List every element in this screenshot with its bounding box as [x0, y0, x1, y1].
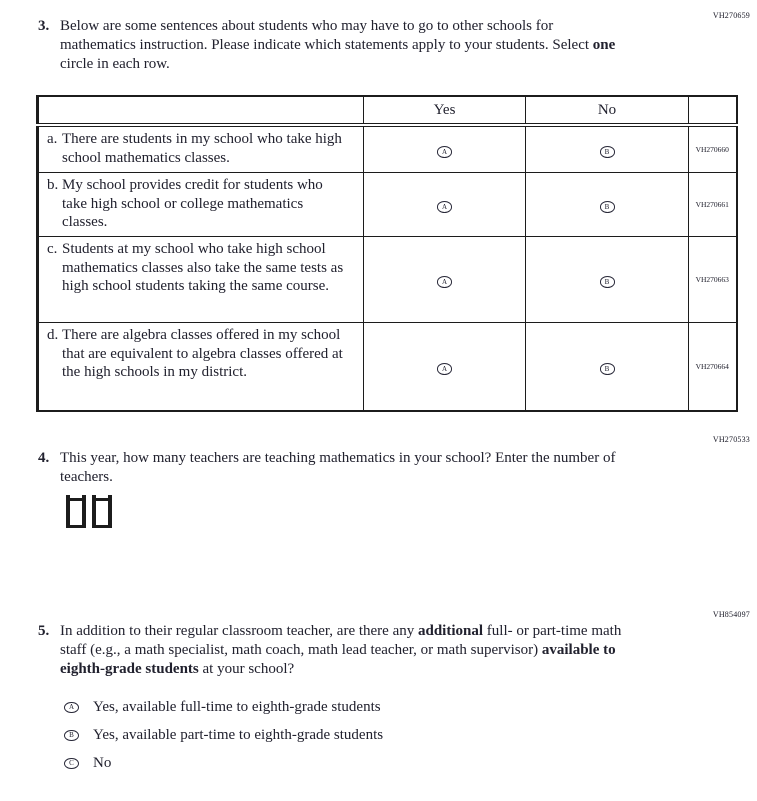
- q5-option-a: [64, 698, 383, 717]
- no-column-header: No: [526, 96, 689, 125]
- q3-table-header-row: [38, 96, 737, 125]
- question-4-number: 4.: [38, 450, 50, 466]
- q3a-statement-text: There are students in my school who take high school mathematics classes.: [62, 131, 342, 166]
- q5-options-list: [64, 698, 383, 782]
- q3b-accession-code: VH270661: [689, 173, 737, 237]
- q3a-no-cell: [526, 125, 689, 173]
- q3d-letter: d.: [47, 327, 59, 343]
- q3b-statement-cell: [38, 173, 364, 237]
- q3d-statement-text: There are algebra classes offered in my school that are equivalent to algebra classes offered at the high schools in my district.: [62, 327, 343, 380]
- q5-stem-s2: full- or part-time math staff (e.g., a math specialist, math coach, math lead teacher, or math supervisor): [60, 623, 622, 658]
- q5-stem-bold-availability: available to eighth-grade students: [60, 642, 616, 677]
- q3a-yes-option-circle[interactable]: A: [437, 146, 452, 158]
- q3b-yes-cell: [364, 173, 526, 237]
- q3a-statement-cell: [38, 125, 364, 173]
- q3d-yes-option-circle[interactable]: A: [437, 363, 452, 375]
- teacher-count-box-2[interactable]: [92, 498, 112, 528]
- q3-row-c: [38, 237, 737, 323]
- question-4-stem: This year, how many teachers are teaching mathematics in your school? Enter the number of teachers.: [60, 450, 616, 485]
- q4-accession-code: VH270533: [712, 435, 750, 444]
- q5-stem-bold-additional: additional: [418, 623, 484, 639]
- question-3: [38, 17, 630, 74]
- q3-statement-header-blank: [38, 96, 364, 125]
- q3a-no-option-circle[interactable]: B: [600, 146, 615, 158]
- q5-option-c-circle[interactable]: C: [64, 758, 79, 770]
- q5-stem-s1: In addition to their regular classroom teacher, are there any: [60, 623, 418, 639]
- q3c-accession-code: VH270663: [689, 237, 737, 323]
- q5-option-b-circle[interactable]: B: [64, 730, 79, 742]
- q3c-statement-cell: [38, 237, 364, 323]
- q3b-letter: b.: [47, 177, 59, 193]
- question-5-number: 5.: [38, 623, 50, 639]
- q3c-no-option-circle[interactable]: B: [600, 276, 615, 288]
- q3d-yes-cell: [364, 323, 526, 412]
- question-3-stem: [60, 17, 630, 74]
- q5-accession-code: VH854097: [712, 610, 750, 619]
- q3d-no-option-circle[interactable]: B: [600, 363, 615, 375]
- q3c-statement-text: Students at my school who take high school mathematics classes also take the same tests as high school students taking the same course.: [62, 241, 344, 294]
- q3b-no-cell: [526, 173, 689, 237]
- q5-option-c-label: No: [93, 755, 112, 771]
- q3-stem-pre: Below are some sentences about students who may have to go to other schools for mathematics instruction. Please indicate which statements apply to your students. Select: [60, 18, 593, 53]
- q5-option-b: [64, 726, 383, 745]
- q3-accession-code: VH270659: [712, 11, 750, 20]
- q3a-letter: a.: [47, 131, 58, 147]
- q3a-accession-code: VH270660: [689, 125, 737, 173]
- question-3-number: 3.: [38, 18, 50, 34]
- code-column-header-blank: [689, 96, 737, 125]
- q3c-yes-option-circle[interactable]: A: [437, 276, 452, 288]
- q3-row-d: [38, 323, 737, 412]
- q3c-no-cell: [526, 237, 689, 323]
- question-5-stem: [60, 622, 626, 679]
- question-4: [38, 449, 620, 487]
- q5-option-b-label: Yes, available part-time to eighth-grade students: [93, 727, 384, 743]
- q5-stem-s3: at your school?: [198, 661, 295, 677]
- q3b-statement-text: My school provides credit for students who take high school or college mathematics classes.: [62, 177, 323, 230]
- question-5: [38, 622, 626, 679]
- teacher-count-entry: [66, 498, 112, 528]
- q3b-yes-option-circle[interactable]: A: [437, 201, 452, 213]
- q5-option-c: [64, 754, 383, 773]
- q5-option-a-circle[interactable]: A: [64, 702, 79, 714]
- q3-stem-post: circle in each row.: [60, 56, 170, 72]
- q3d-statement-cell: [38, 323, 364, 412]
- q3a-yes-cell: [364, 125, 526, 173]
- q3-stem-bold-one: one: [592, 37, 616, 53]
- q3-row-b: [38, 173, 737, 237]
- q3d-accession-code: VH270664: [689, 323, 737, 412]
- q3-row-a: [38, 125, 737, 173]
- q3b-no-option-circle[interactable]: B: [600, 201, 615, 213]
- q5-option-a-label: Yes, available full-time to eighth-grade students: [93, 699, 381, 715]
- q3-response-table: [36, 95, 738, 412]
- q3c-letter: c.: [47, 241, 58, 257]
- q3d-no-cell: [526, 323, 689, 412]
- teacher-count-box-1[interactable]: [66, 498, 86, 528]
- yes-column-header: Yes: [364, 96, 526, 125]
- q3c-yes-cell: [364, 237, 526, 323]
